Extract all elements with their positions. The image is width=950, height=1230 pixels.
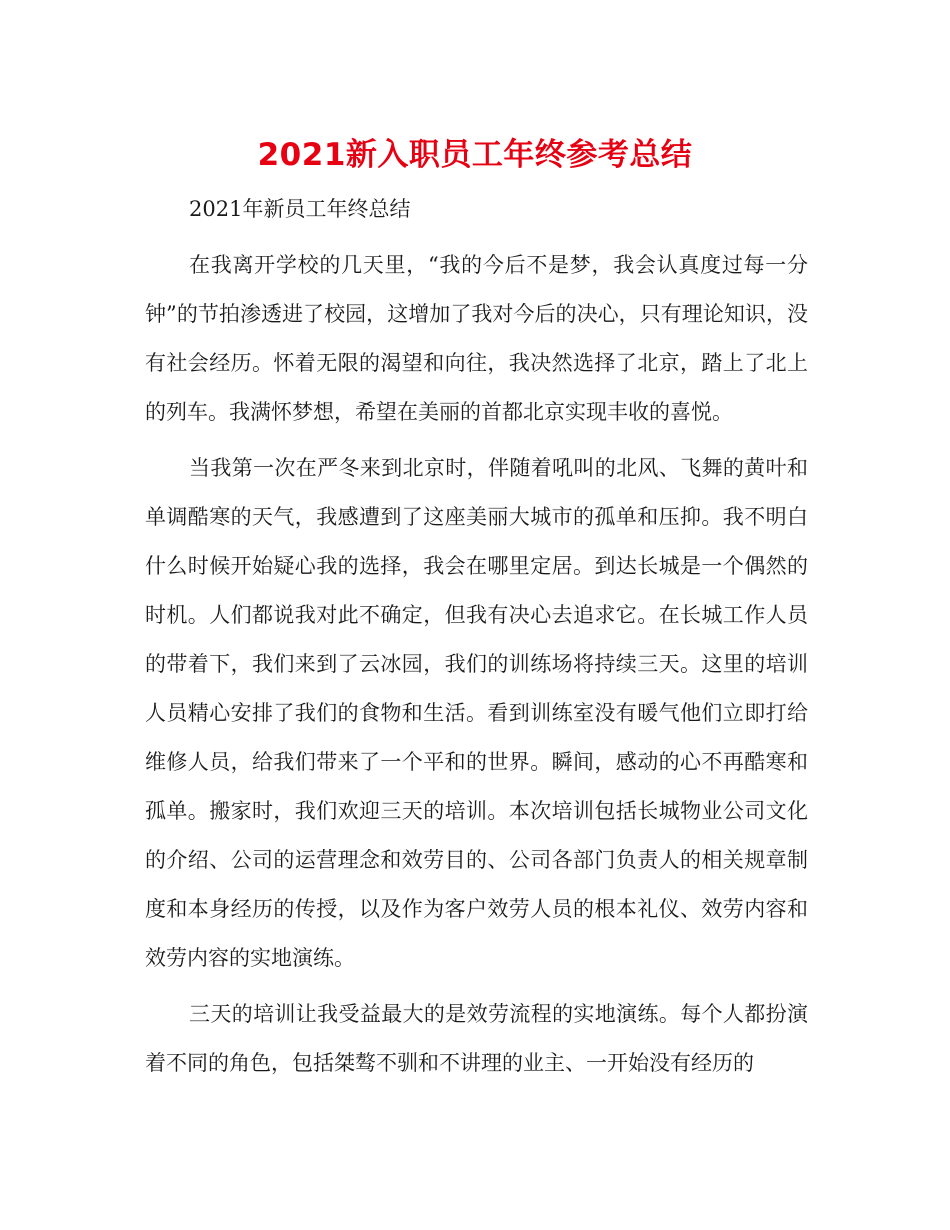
paragraph-2: 当我第一次在严冬来到北京时，伴随着吼叫的北风、飞舞的黄叶和单调酷寒的天气，我感遭到了这座美丽大城市的孤单和压抑。我不明白什么时候开始疑心我的选择，我会在哪里定居。到达长城是一个偶然的时机。人们都说我对此不确定，但我有决心去追求它。在长城工作人员的带着下，我们来到了云冰园，我们的训练场将持续三天。这里的培训人员精心安排了我们的食物和生活。看到训练室没有暖气他们立即打给维修人员，给我们带来了一个平和的世界。瞬间，感动的心不再酷寒和孤单。搬家时，我们欢迎三天的培训。本次培训包括长城物业公司文化的介绍、公司的运营理念和效劳目的、公司各部门负责人的相关规章制度和本身经历的传授，以及作为客户效劳人员的根本礼仪、效劳内容和效劳内容的实地演练。 bbox=[145, 456, 808, 970]
document-body bbox=[145, 185, 808, 1088]
document-subtitle: 2021年新员工年终总结 bbox=[189, 197, 411, 221]
paragraph-3: 三天的培训让我受益最大的是效劳流程的实地演练。每个人都扮演着不同的角色，包括桀骜不驯和不讲理的业主、一开始没有经历的 bbox=[145, 1002, 808, 1075]
paragraph-1: 在我离开学校的几天里，“我的今后不是梦，我会认真度过每一分钟”的节拍渗透进了校园，这增加了我对今后的决心，只有理论知识，没有社会经历。怀着无限的渴望和向往，我决然选择了北京，踏上了北上的列车。我满怀梦想，希望在美丽的首都北京实现丰收的喜悦。 bbox=[145, 253, 808, 424]
document-title: 2021新入职员工年终参考总结 bbox=[257, 137, 693, 173]
